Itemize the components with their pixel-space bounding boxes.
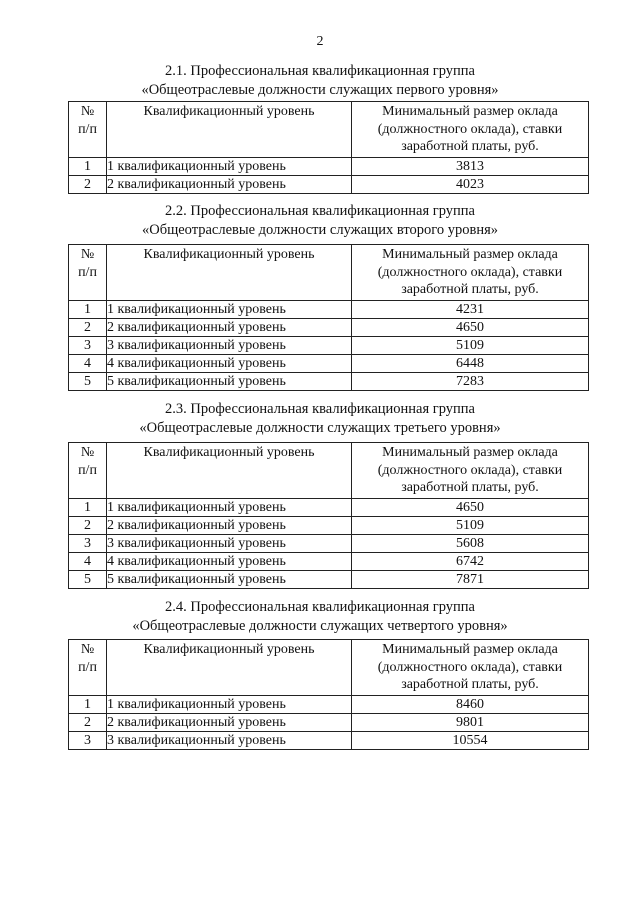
table-row bbox=[69, 732, 589, 750]
header-salary-line3: заработной платы, руб. bbox=[401, 282, 539, 297]
row-num: 3 bbox=[69, 535, 107, 553]
section-title bbox=[0, 400, 640, 438]
row-salary: 5109 bbox=[352, 517, 589, 535]
table-row bbox=[69, 535, 589, 553]
row-salary: 7871 bbox=[352, 571, 589, 589]
table-row bbox=[69, 355, 589, 373]
row-salary: 4650 bbox=[352, 499, 589, 517]
row-level: 1 квалификационный уровень bbox=[107, 158, 352, 176]
table-header-row bbox=[69, 640, 589, 696]
header-level bbox=[107, 102, 352, 158]
table-row bbox=[69, 571, 589, 589]
header-salary-line3: заработной платы, руб. bbox=[401, 139, 539, 154]
header-salary-line2: (должностного оклада), ставки bbox=[377, 264, 563, 280]
row-salary: 4231 bbox=[352, 301, 589, 319]
header-num bbox=[69, 102, 107, 158]
salary-table-2-4 bbox=[68, 639, 589, 750]
salary-table-2-1 bbox=[68, 101, 589, 194]
table-row bbox=[69, 714, 589, 732]
row-salary: 8460 bbox=[352, 696, 589, 714]
row-level: 1 квалификационный уровень bbox=[107, 499, 352, 517]
row-salary: 7283 bbox=[352, 373, 589, 391]
section-title-line1: 2.1. Профессиональная квалификационная группа bbox=[165, 63, 475, 79]
header-level-text: Квалификационный уровень bbox=[143, 247, 315, 262]
row-level: 4 квалификационный уровень bbox=[107, 355, 352, 373]
section-2-3 bbox=[0, 400, 640, 438]
table-row bbox=[69, 319, 589, 337]
row-level: 2 квалификационный уровень bbox=[107, 714, 352, 732]
row-salary: 9801 bbox=[352, 714, 589, 732]
section-title-line2: «Общеотраслевые должности служащих четвертого уровня» bbox=[132, 618, 508, 634]
header-num-line1: № bbox=[80, 445, 95, 460]
table-row bbox=[69, 517, 589, 535]
table-header-row bbox=[69, 245, 589, 301]
table-header-row bbox=[69, 102, 589, 158]
row-level: 3 квалификационный уровень bbox=[107, 732, 352, 750]
row-num: 2 bbox=[69, 176, 107, 194]
header-salary-line2: (должностного оклада), ставки bbox=[377, 462, 563, 478]
salary-table-2-2 bbox=[68, 244, 589, 391]
header-salary-line1: Минимальный размер оклада bbox=[382, 104, 558, 119]
table-row bbox=[69, 696, 589, 714]
row-num: 4 bbox=[69, 553, 107, 571]
row-level: 2 квалификационный уровень bbox=[107, 319, 352, 337]
row-num: 3 bbox=[69, 732, 107, 750]
header-num-line1: № bbox=[80, 247, 95, 262]
row-salary: 6742 bbox=[352, 553, 589, 571]
row-num: 1 bbox=[69, 499, 107, 517]
row-level: 5 квалификационный уровень bbox=[107, 571, 352, 589]
row-level: 2 квалификационный уровень bbox=[107, 517, 352, 535]
section-2-4 bbox=[0, 598, 640, 636]
table-row bbox=[69, 301, 589, 319]
row-num: 5 bbox=[69, 571, 107, 589]
header-salary-line1: Минимальный размер оклада bbox=[382, 247, 558, 262]
row-salary: 4650 bbox=[352, 319, 589, 337]
page-number: 2 bbox=[316, 34, 324, 49]
header-level-text: Квалификационный уровень bbox=[143, 642, 315, 657]
salary-table-2-3 bbox=[68, 442, 589, 589]
header-level-text: Квалификационный уровень bbox=[143, 104, 315, 119]
header-num-line1: № bbox=[80, 104, 95, 119]
header-num bbox=[69, 640, 107, 696]
row-level: 1 квалификационный уровень bbox=[107, 696, 352, 714]
header-num-line2: п/п bbox=[78, 121, 97, 137]
section-title bbox=[0, 202, 640, 240]
row-num: 1 bbox=[69, 301, 107, 319]
header-salary-line2: (должностного оклада), ставки bbox=[377, 121, 563, 137]
row-salary: 10554 bbox=[352, 732, 589, 750]
header-level bbox=[107, 640, 352, 696]
row-num: 1 bbox=[69, 158, 107, 176]
section-title bbox=[0, 62, 640, 100]
row-salary: 5109 bbox=[352, 337, 589, 355]
header-salary bbox=[352, 102, 589, 158]
section-title bbox=[0, 598, 640, 636]
table-row bbox=[69, 158, 589, 176]
section-title-line2: «Общеотраслевые должности служащих второго уровня» bbox=[141, 222, 499, 238]
header-num bbox=[69, 245, 107, 301]
row-num: 5 bbox=[69, 373, 107, 391]
row-num: 2 bbox=[69, 517, 107, 535]
row-salary: 6448 bbox=[352, 355, 589, 373]
row-num: 1 bbox=[69, 696, 107, 714]
row-num: 2 bbox=[69, 714, 107, 732]
section-2-1 bbox=[0, 62, 640, 100]
section-title-line1: 2.2. Профессиональная квалификационная группа bbox=[165, 203, 475, 219]
header-num-line1: № bbox=[80, 642, 95, 657]
table-row bbox=[69, 553, 589, 571]
row-level: 4 квалификационный уровень bbox=[107, 553, 352, 571]
table-row bbox=[69, 373, 589, 391]
header-salary-line1: Минимальный размер оклада bbox=[382, 642, 558, 657]
header-level bbox=[107, 443, 352, 499]
header-num-line2: п/п bbox=[78, 462, 97, 478]
header-num-line2: п/п bbox=[78, 659, 97, 675]
section-title-line1: 2.4. Профессиональная квалификационная группа bbox=[165, 599, 475, 615]
table-row bbox=[69, 499, 589, 517]
header-num-line2: п/п bbox=[78, 264, 97, 280]
section-2-2 bbox=[0, 202, 640, 240]
row-num: 4 bbox=[69, 355, 107, 373]
row-salary: 4023 bbox=[352, 176, 589, 194]
row-level: 3 квалификационный уровень bbox=[107, 337, 352, 355]
section-title-line2: «Общеотраслевые должности служащих третьего уровня» bbox=[139, 420, 501, 436]
header-salary-line1: Минимальный размер оклада bbox=[382, 445, 558, 460]
table-row bbox=[69, 176, 589, 194]
row-num: 2 bbox=[69, 319, 107, 337]
row-salary: 3813 bbox=[352, 158, 589, 176]
header-num bbox=[69, 443, 107, 499]
section-title-line1: 2.3. Профессиональная квалификационная группа bbox=[165, 401, 475, 417]
row-level: 5 квалификационный уровень bbox=[107, 373, 352, 391]
table-header-row bbox=[69, 443, 589, 499]
header-salary bbox=[352, 245, 589, 301]
header-level-text: Квалификационный уровень bbox=[143, 445, 315, 460]
header-salary bbox=[352, 443, 589, 499]
header-salary-line3: заработной платы, руб. bbox=[401, 677, 539, 692]
header-salary-line2: (должностного оклада), ставки bbox=[377, 659, 563, 675]
table-row bbox=[69, 337, 589, 355]
row-level: 1 квалификационный уровень bbox=[107, 301, 352, 319]
header-salary-line3: заработной платы, руб. bbox=[401, 480, 539, 495]
row-level: 3 квалификационный уровень bbox=[107, 535, 352, 553]
row-salary: 5608 bbox=[352, 535, 589, 553]
header-level bbox=[107, 245, 352, 301]
header-salary bbox=[352, 640, 589, 696]
row-level: 2 квалификационный уровень bbox=[107, 176, 352, 194]
section-title-line2: «Общеотраслевые должности служащих первого уровня» bbox=[141, 82, 499, 98]
row-num: 3 bbox=[69, 337, 107, 355]
